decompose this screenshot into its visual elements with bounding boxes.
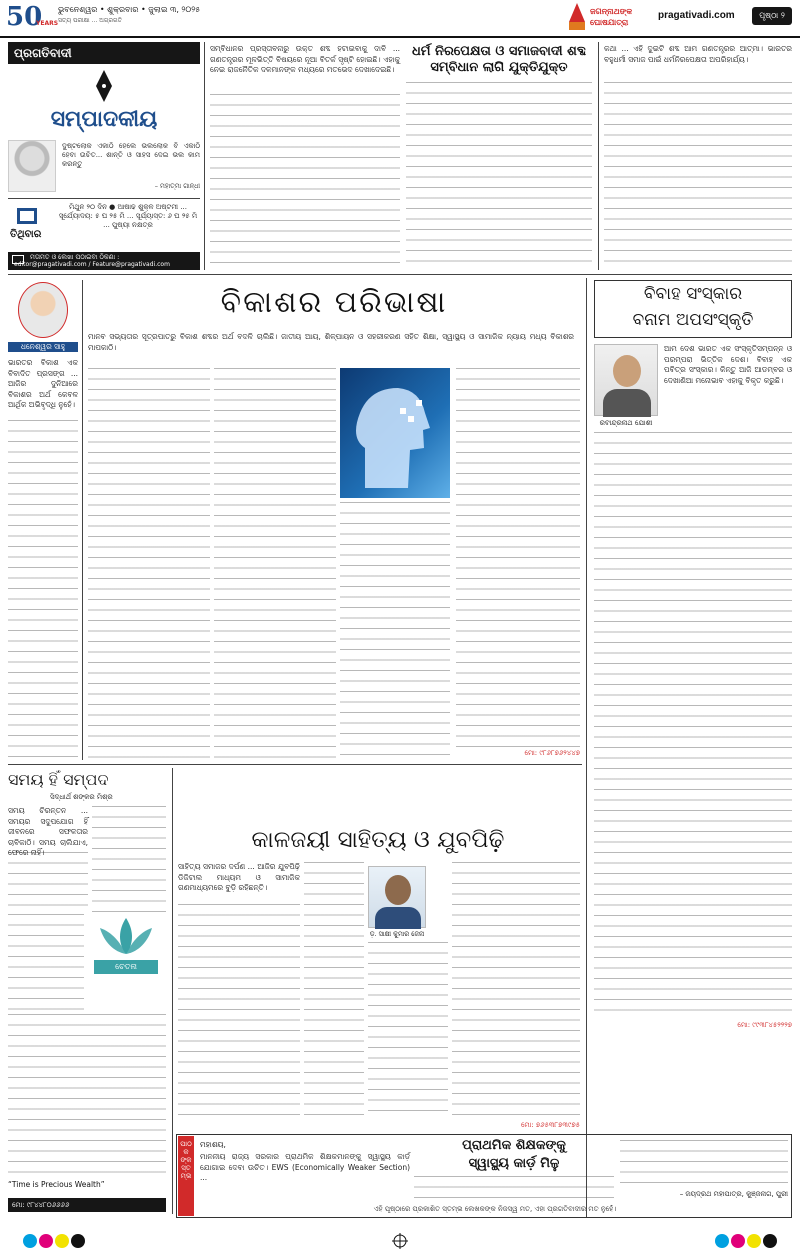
marriage-headline-2: ବନାମ ଅପସଂସ୍କୃତି <box>632 310 754 330</box>
samaya-col1-text <box>8 852 88 912</box>
kalajayi-col3-text <box>368 942 448 1116</box>
kalajayi-headline: କାଳଜୟୀ ସାହିତ୍ୟ ଓ ଯୁବପିଢ଼ି <box>251 827 505 853</box>
calendar-book-icon <box>16 207 38 225</box>
top-article-col2-text <box>406 82 592 270</box>
letters-footer: ଏହି ପୃଷ୍ଠାରେ ପ୍ରକାଶିତ ସ୍ତମ୍ଭ ଲେଖକଙ୍କ ନିଜସ୍ୱ ମତ, ଏହା ପ୍ରଗତିବାଦୀର ମତ ନୁହେଁ। <box>373 1205 617 1213</box>
festival-logo <box>566 2 646 32</box>
main-body: ମାନବ ସଭ୍ୟତାର ସୂତ୍ରପାତରୁ ବିକାଶ ଶବ୍ଦର ଅର୍ଥ ବଦଳି ଚାଲିଛି। ଜାତୀୟ ଆୟ, ଶିଳ୍ପାୟନ ଓ ସହରୀକରଣ ସହିତ ଶିକ୍ଷା, ସ୍ୱାସ୍ଥ୍ୟ ଓ ସାମାଜିକ ନ୍ୟାୟ ମଧ୍ୟ ବିକାଶର ମାପକାଠି। <box>88 332 574 352</box>
section-rule-1 <box>8 274 792 275</box>
kalajayi-author-photo <box>368 866 426 928</box>
main-author-name: ଧନେଶ୍ୱର ସାହୁ <box>8 342 78 352</box>
samaya-body: ସମୟ ଚିରନ୍ତନ ... ସମୟର ସଦୁପଯୋଗ ହିଁ ଜୀବନରେ ସଫଳତାର ଚାବିକାଠି। ସମୟ ଚାଲିଯାଏ, ଫେରେ ନାହିଁ। <box>8 806 88 857</box>
samaya-quote-text: Time is Precious Wealth <box>11 1180 101 1189</box>
page-label: ପୃଷ୍ଠା <box>759 11 779 20</box>
chetana-label: ଚେତନା <box>94 960 158 974</box>
marriage-headline-box <box>594 280 792 338</box>
main-body-col1 <box>88 368 210 758</box>
samaya-quote: “Time is Precious Wealth” <box>8 1180 105 1189</box>
samaya-ref <box>8 1198 166 1212</box>
brand-bar <box>8 42 200 64</box>
letters-right-text <box>620 1140 788 1188</box>
letters-side-label <box>178 1136 194 1216</box>
main-headline: ବିକାଶର ପରିଭାଷା <box>220 285 448 320</box>
pen-nib-icon <box>92 68 116 104</box>
top-article-headline: ଧର୍ମ ନିରପେକ୍ଷତା ଓ ସମାଜବାଦୀ ଶବ୍ଦ ସମ୍ବିଧାନ ଲାଗି ଯୁକ୍ତିଯୁକ୍ତ <box>411 44 587 75</box>
temple-icon <box>566 2 588 32</box>
top-col-divider <box>598 42 599 270</box>
main-body-col4 <box>456 368 580 748</box>
editor-email[interactable]: editor@pragativadi.com / Feature@pragativadi.com <box>14 261 170 268</box>
top-article-col3-text <box>604 82 792 270</box>
samaya-author: ସିଦ୍ଧାର୍ଥ ଶଙ୍କର ମିଶ୍ର <box>50 793 113 801</box>
letters-headline-2: ସ୍ୱାସ୍ଥ୍ୟ କାର୍ଡ଼ ମିଳୁ <box>468 1156 560 1171</box>
tithi-info: ମିଥୁନ ୨୦ ଦିନ ● ଆଷାଢ ଶୁକ୍ଳ ଅଷ୍ଟମୀ ... ସୂର୍ଯ୍ୟୋଦୟ: ୫ ଘ ୨୫ ମି ... ସୂର୍ଯ୍ୟାସ୍ତ: ୬ ଘ ୨୫ ମି ... ପୁଷ୍ୟା ନକ୍ଷତ୍ର <box>58 203 198 229</box>
masthead-rule <box>0 36 800 38</box>
marriage-author-name: ରବୀନ୍ଦ୍ରନାଥ ଯୋଶୀ <box>599 419 653 427</box>
top-article-col3: କଥା ... ଏହି ଦୁଇଟି ଶବ୍ଦ ଆମ ଗଣତନ୍ତ୍ରର ଆତ୍ମା। ଭାରତର ବହୁଧର୍ମୀ ସମାଜ ପାଇଁ ଧର୍ମନିରପେକ୍ଷତା ଅପରିହାର୍ଯ୍ୟ। <box>604 44 792 64</box>
marriage-author-photo <box>594 344 658 416</box>
anniversary-word: YEARS <box>36 20 59 27</box>
main-body-col3 <box>340 502 450 758</box>
letters-salute: ମହାଶୟ, <box>200 1140 226 1149</box>
samaya-bottom-text <box>8 1014 166 1180</box>
tithi-label: ତିଥିବାର <box>10 229 42 240</box>
marriage-headline-1: ବିବାହ ସଂସ୍କାର <box>643 284 743 304</box>
lotus-icon <box>86 914 166 960</box>
letters-mid-text <box>414 1176 614 1200</box>
samaya-title: ସମୟ ହିଁ ସମ୍ପଦ <box>8 770 109 789</box>
main-body-col2 <box>214 368 336 758</box>
left-rail <box>8 42 200 250</box>
kalajayi-col2-text <box>304 862 364 1116</box>
tithi-box <box>8 198 200 250</box>
kalajayi-col1-text <box>178 904 300 1116</box>
section-title: ସମ୍ପାଦକୀୟ <box>50 107 158 132</box>
mail-strip <box>8 252 200 270</box>
site-url[interactable]: pragativadi.com <box>658 10 735 21</box>
main-author-photo <box>18 282 68 338</box>
main-intro-text <box>8 420 78 760</box>
anniversary-number: 50 <box>6 2 43 32</box>
samaya-col2-text <box>92 806 166 912</box>
marriage-body: ଆମ ଦେଶ ଭାରତ ଏକ ସଂସ୍କୃତିସମ୍ପନ୍ନ ଓ ପରମ୍ପରା ଭିତ୍ତିକ ଦେଶ। ବିବାହ ଏକ ପବିତ୍ର ସଂସ୍କାର। କିନ୍ତୁ ଆଜି ଆଡମ୍ବର ଓ ଦେଖାଣିଆ ମନୋଭାବ ଏହାକୁ ବିକୃତ କରୁଛି। <box>664 344 792 385</box>
marriage-ref: ମୋ: ୯୯୩୮୪୫୨୨୨୭ <box>737 1021 792 1029</box>
kalajayi-body: ସାହିତ୍ୟ ସମାଜର ଦର୍ପଣ ... ଆଜିର ଯୁବପିଢ଼ି ଡିଜିଟାଲ ମାଧ୍ୟମ ଓ ସାମାଜିକ ଗଣମାଧ୍ୟମରେ ବୁଡ଼ି ରହିଛନ୍ତି। <box>178 862 300 892</box>
chetana-badge <box>86 914 166 974</box>
letters-signature: – ଜୟଦ୍ରଥ ମହାପାତ୍ର, କୁଞ୍ଜନାଗ, ପୁରୀ <box>679 1190 788 1198</box>
top-article-col1: ସମ୍ବିଧାନର ପ୍ରସ୍ତାବନାରୁ ଉକ୍ତ ଶବ୍ଦ ହଟାଇବାକୁ ଦାବି ... ଗଣତନ୍ତ୍ରର ମୂଳଭିତ୍ତି ବିଷୟରେ ନୂଆ ବିତର୍କ ସୃଷ୍ଟି ହୋଇଛି। ଏହାକୁ ନେଇ ରାଜନୈତିକ ଦଳମାନଙ୍କ ମଧ୍ୟରେ ମତଭେଦ ଦେଖାଦେଇଛି। <box>210 44 400 74</box>
brand-name: ପ୍ରଗତିବାଦୀ <box>14 46 72 60</box>
section-rule-2 <box>8 764 582 765</box>
top-article-col1-text <box>210 94 400 270</box>
samaya-col1-more <box>8 914 84 1010</box>
page-number-box <box>752 7 792 25</box>
marriage-body-text <box>594 432 792 1016</box>
main-illustration <box>340 368 450 498</box>
main-left-divider <box>82 280 83 760</box>
letters-side-label-text: ପାଠକଙ୍କ ସ୍ତମ୍ଭ <box>180 1140 192 1180</box>
letters-headline-1: ପ୍ରାଥମିକ ଶିକ୍ଷକଙ୍କୁ <box>462 1138 566 1153</box>
samaya-divider <box>172 768 173 1214</box>
head-profile-icon <box>340 368 450 498</box>
gandhi-quote: ଦୁଷ୍ଟଲୋକ ଏକାଠି ହେଲେ ଭଲଲୋକ ବି ଏକାଠି ହେବା ଉଚିତ... ଶାନ୍ତି ଓ ସାହସ ଦେଇ ଭଲ କାମ କରନ୍ତୁ <box>62 142 200 168</box>
tagline: ସତ୍ୟ ପରୀକ୍ଷା ... ଅଗ୍ରଗତି <box>58 17 122 24</box>
main-ref: ମୋ: ୯୮୬୮୭୬୨୪୪୭ <box>524 749 580 757</box>
rail-divider <box>204 42 205 270</box>
main-author-block <box>8 280 78 760</box>
kalajayi-ref: ମୋ: ୭୬୫୩୮୭୩୯୭୫ <box>520 1121 580 1129</box>
kalajayi-col4-text <box>452 862 580 1116</box>
gandhi-portrait <box>8 140 56 192</box>
kalajayi-author: ଡ଼. ସାକ୍ଷୀ କୁମାର ଜେନା <box>369 930 425 938</box>
festival-title: ଜଗନ୍ନାଥଙ୍କ ଘୋଷଯାତ୍ରା <box>590 7 633 27</box>
gandhi-signature: – ମହାତ୍ମା ଗାନ୍ଧୀ <box>154 182 200 190</box>
mail-line: ମତାମତ ଓ ଲେଖା ପଠାଇବା ଠିକଣା : <box>30 253 120 261</box>
main-intro: ଭାରତର ବିକାଶ ଏକ ବିବାଦିତ ପ୍ରସଙ୍ଗ ... ଆଜିର ଦୁନିଆରେ ବିକାଶର ଅର୍ଥ କେବଳ ଆର୍ଥିକ ଅଭିବୃଦ୍ଧି ନୁହେଁ। <box>8 358 78 409</box>
letters-body: ମାନନୀୟ ରାଜ୍ୟ ସରକାର ପ୍ରାଥମିକ ଶିକ୍ଷକମାନଙ୍କୁ ସ୍ୱାସ୍ଥ୍ୟ କାର୍ଡ଼ ଯୋଗାଇ ଦେବା ଉଚିତ। EWS (Economically Weaker Section) ... <box>200 1152 410 1182</box>
dateline: ଭୁବନେଶ୍ୱର • ଶୁକ୍ରବାର • ଜୁଲାଇ ୩, ୨୦୨୫ <box>58 5 201 14</box>
page-number: ୨ <box>780 11 785 20</box>
anniversary-logo <box>6 2 59 34</box>
print-color-bar <box>0 1230 800 1252</box>
masthead <box>0 0 800 36</box>
samaya-ref-text: ମୋ: ୯୮୪୪୮୦୬୬୬୬ <box>12 1201 70 1209</box>
main-right-divider <box>586 278 587 1218</box>
